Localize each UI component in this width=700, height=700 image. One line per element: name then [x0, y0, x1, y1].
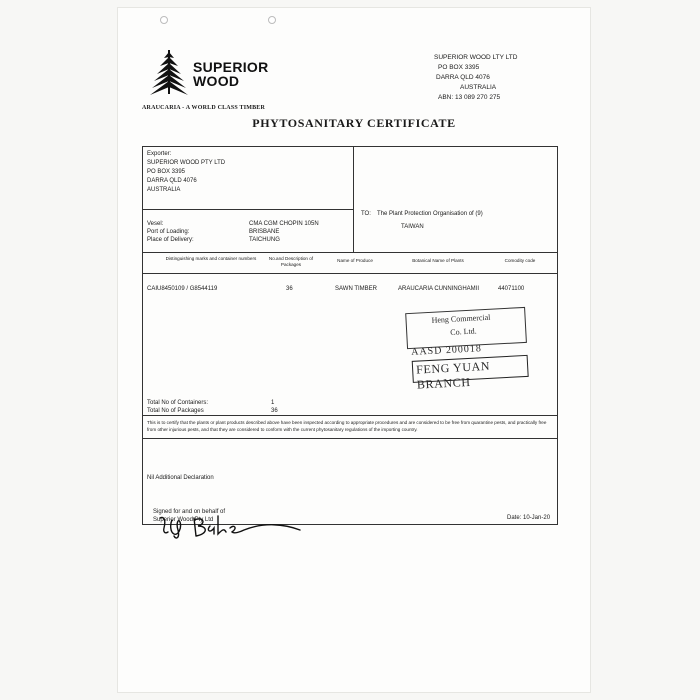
brand-line2: WOOD	[193, 73, 240, 89]
certificate-date: Date: 10-Jan-20	[507, 515, 551, 521]
divider	[353, 147, 354, 252]
exporter-line: AUSTRALIA	[147, 187, 181, 193]
divider	[143, 273, 557, 274]
address-line: SUPERIOR WOOD LTY LTD	[434, 54, 518, 61]
address-line: DARRA QLD 4076	[436, 74, 490, 81]
port-label: Port of Loading:	[147, 229, 190, 235]
header-packages: No.and Description of Packages	[268, 256, 314, 267]
divider	[143, 438, 557, 439]
additional-declaration: Nil Additional Declaration	[147, 475, 214, 481]
exporter-line: SUPERIOR WOOD PTY LTD	[147, 160, 226, 166]
address-line: ABN: 13 089 270 275	[438, 94, 501, 101]
exporter-label: Exporter:	[147, 151, 172, 157]
to-country: TAIWAN	[401, 224, 424, 230]
pine-tree-logo-icon	[150, 48, 188, 100]
address-line: PO BOX 3395	[438, 64, 480, 71]
delivery-value: TAICHUNG	[249, 237, 280, 243]
header-commodity: Comodity code	[504, 258, 536, 263]
cell-produce: SAWN TIMBER	[335, 286, 378, 292]
cell-packages: 36	[286, 286, 293, 292]
divider	[143, 252, 557, 253]
vessel-label: Vesel:	[147, 221, 164, 227]
stamp-line: Heng Commercial	[431, 312, 491, 325]
company-address	[434, 53, 517, 103]
header-marks: Distinguishing marks and container numbers	[165, 256, 257, 261]
port-value: BRISBANE	[249, 229, 280, 235]
brand-line1: SUPERIOR	[193, 59, 269, 75]
exporter-line: PO BOX 3395	[147, 169, 186, 175]
exporter-line: DARRA QLD 4076	[147, 178, 197, 184]
address-line: AUSTRALIA	[460, 84, 497, 91]
cell-commodity: 44071100	[498, 286, 525, 292]
page-title: PHYTOSANITARY CERTIFICATE	[252, 116, 456, 130]
punch-hole	[160, 16, 168, 24]
stamp-line: FENG YUAN BRANCH	[415, 358, 491, 392]
containers-label: Total No of Containers:	[147, 400, 209, 406]
punch-hole	[268, 16, 276, 24]
packages-value: 36	[271, 408, 278, 414]
stamp-line: Co. Ltd.	[450, 326, 477, 337]
tagline: ARAUCARIA - A WORLD CLASS TIMBER	[142, 105, 266, 111]
customs-stamp	[405, 307, 529, 392]
divider	[143, 415, 557, 416]
to-label: TO:	[361, 211, 371, 217]
containers-value: 1	[271, 400, 275, 406]
delivery-label: Place of Delivery:	[147, 237, 194, 243]
certificate-page	[118, 8, 590, 692]
signed-line1: Signed for and on behalf of	[153, 509, 226, 515]
cell-botanical: ARAUCARIA CUNNINGHAMII	[398, 286, 480, 292]
certification-text: This is to certify that the plants or plant products described above have been inspected according to appropriate procedures and are considered to be free from quarantine pests, and practically free from other injurious pests, and that they are considered to conform with the current phytosanitary regulations of the importing country.	[147, 420, 547, 432]
vessel-value: CMA CGM CHOPIN 105N	[249, 221, 319, 227]
header-produce: Name of Produce	[337, 258, 373, 263]
packages-label: Total No of Packages	[147, 408, 204, 414]
to-organisation: The Plant Protection Organisation of (9)	[377, 211, 483, 217]
cell-marks: CAIU8450109 / G8544119	[147, 286, 218, 292]
signed-line2: Superior Wood Pty Ltd	[153, 517, 214, 523]
divider	[143, 209, 353, 210]
header-botanical: Botanical Name of Plants	[412, 258, 464, 263]
stamp-line: AASD 200018	[410, 343, 483, 358]
brand-name	[193, 60, 269, 88]
handwritten-signature	[154, 510, 304, 540]
